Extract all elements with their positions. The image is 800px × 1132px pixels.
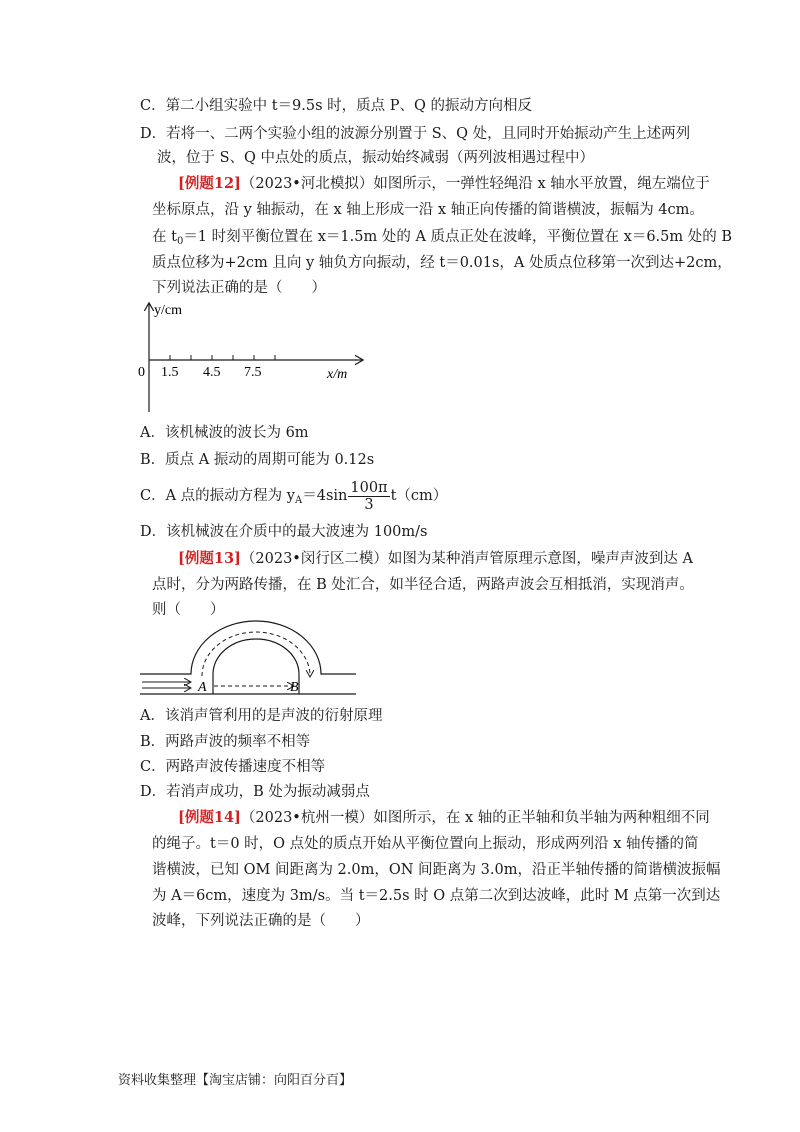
- q11-option-d-line2: 波，位于 S、Q 中点处的质点，振动始终减弱（两列波相遇过程中）: [157, 150, 595, 166]
- y-axis-label: y/cm: [154, 303, 182, 318]
- fraction: $\frac{100\pi}{3}$: [350, 479, 388, 513]
- point-a-label: A: [198, 680, 207, 695]
- q13-option-c: C．两路声波传播速度不相等: [140, 759, 326, 775]
- q12-graph: [130, 298, 370, 416]
- q12-stem-line5: 下列说法正确的是（ ）: [152, 280, 326, 296]
- q12-label: [例题12]: [178, 175, 241, 192]
- q12-stem-line3: 在 $t_0=1$ 时刻平衡位置在 x＝1.5m 处的 A 质点正处在波峰，平衡位置在 x＝6.5m 处的 B: [152, 229, 733, 247]
- q13-stem-line2: 点时，分为两路传播，在 B 处汇合，如半径合适，两路声波会互相抵消，实现消声。: [152, 577, 694, 593]
- q12-stem-line2: 坐标原点，沿 y 轴振动，在 x 轴上形成一沿 x 轴正向传播的简谐横波，振幅为 4cm。: [152, 202, 704, 218]
- q14-stem-line4: 为 A＝6cm，速度为 3m/s。当 t＝2.5s 时 O 点第二次到达波峰，此时 M 点第一次到达: [152, 888, 721, 904]
- q14-stem-line3: 谐横波，已知 OM 间距离为 2.0m，ON 间距离为 3.0m，沿正半轴传播的简谐横波振幅: [152, 862, 721, 878]
- q12-option-b: B．质点 A 振动的周期可能为 0.12s: [140, 452, 375, 468]
- q14-stem-line5: 波峰，下列说法正确的是（ ）: [152, 913, 370, 929]
- q13-stem-line3: 则（ ）: [152, 602, 225, 618]
- q13-stem-line1: [例题13]（2023•闵行区二模）如图为某种消声管原理示意图，噪声声波到达 A: [178, 550, 693, 567]
- q12-option-d: D．该机械波在介质中的最大波速为 100m/s: [140, 524, 428, 540]
- tick-label-1: 1.5: [161, 365, 179, 380]
- q11-option-d-line1: D．若将一、二两个实验小组的波源分别置于 S、Q 处，且同时开始振动产生上述两列: [140, 126, 691, 142]
- q12-stem-line4: 质点位移为+2cm 且向 y 轴负方向振动，经 t＝0.01s，A 处质点位移第一次到达+2cm，: [152, 255, 732, 271]
- q13-option-a: A．该消声管利用的是声波的衍射原理: [140, 708, 383, 724]
- tick-label-2: 4.5: [203, 365, 221, 380]
- x-axis-label: x/m: [327, 367, 348, 382]
- q11-option-c: C．第二小组实验中 t＝9.5s 时，质点 P、Q 的振动方向相反: [140, 98, 533, 114]
- point-b-label: B: [290, 680, 299, 695]
- page-footer: 资料收集整理【淘宝店铺：向阳百分百】: [118, 1073, 353, 1088]
- tick-label-3: 7.5: [244, 365, 262, 380]
- q14-label: [例题14]: [178, 809, 241, 826]
- q13-option-b: B．两路声波的频率不相等: [140, 734, 311, 750]
- q14-stem-line1: [例题14]（2023•杭州一模）如图所示，在 x 轴的正半轴和负半轴为两种粗细不同: [178, 809, 710, 826]
- q14-stem-line2: 的绳子。t＝0 时，O 点处的质点开始从平衡位置向上振动，形成两列沿 x 轴传播的简: [152, 836, 699, 852]
- q13-label: [例题13]: [178, 550, 241, 567]
- origin-label: 0: [138, 365, 145, 380]
- q13-option-d: D．若消声成功，B 处为振动减弱点: [140, 784, 370, 800]
- q13-muffler-diagram: [136, 616, 360, 700]
- q12-option-c: C．A 点的振动方程为 $y_A=4\sin$ $\frac{100\pi}{3}$ t（cm）: [140, 479, 448, 513]
- q12-stem-line1: [例题12]（2023•河北模拟）如图所示，一弹性轻绳沿 x 轴水平放置，绳左端位于: [178, 175, 710, 192]
- q12-option-a: A．该机械波的波长为 6m: [140, 425, 309, 441]
